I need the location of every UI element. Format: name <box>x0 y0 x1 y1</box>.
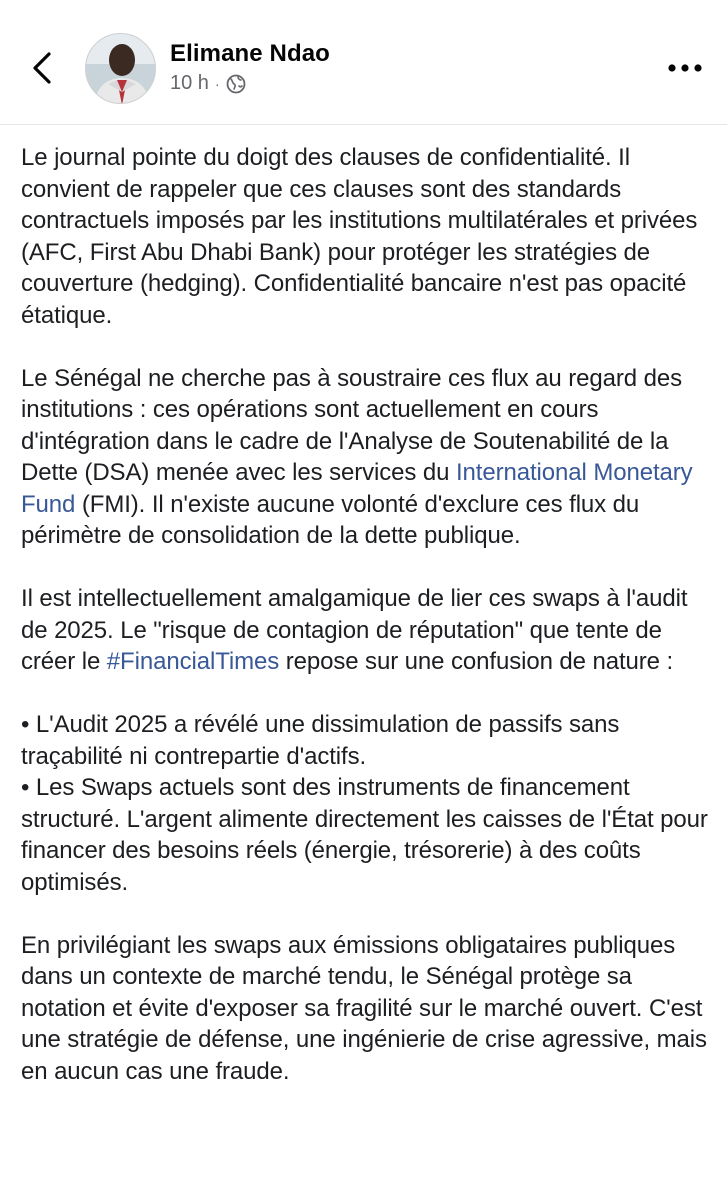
bullet-swaps: • Les Swaps actuels sont des instruments de financement structuré. L'argent alimente directement les caisses de l'État pour financer des besoins réels (énergie, trésorerie) à des coûts optimisés. <box>21 774 708 896</box>
timestamp[interactable]: 10 h <box>170 72 209 94</box>
paragraph-confidentiality: Le journal pointe du doigt des clauses de confidentialité. Il convient de rappeler que ces clauses sont des standards contractuels imposés par les institutions multilatérales et privées (AFC, First Abu Dhabi Bank) pour protéger les stratégies de couverture (hedging). Confidentialité bancaire n'est pas opacité étatique. <box>21 144 698 329</box>
paragraph-audit-text-end: repose sur une confusion de nature : <box>279 648 674 675</box>
imf-page-link[interactable]: International Monetary Fund <box>21 459 693 518</box>
paragraph-imf-text-start: Le Sénégal ne cherche pas à soustraire ces flux au regard des institutions : ces opérations sont actuellement en cours d'intégration dans le cadre de l'Analyse de Soutenabilité de la Dette (DSA) menée avec les services du <box>21 364 682 486</box>
profile-photo <box>86 34 156 104</box>
avatar[interactable] <box>85 33 156 104</box>
post-text <box>21 142 711 1119</box>
post-header <box>0 0 727 125</box>
chevron-left-icon <box>31 51 53 85</box>
more-horizontal-icon <box>668 64 702 72</box>
financialtimes-hashtag-link[interactable]: #FinancialTimes <box>106 648 280 675</box>
post-meta <box>170 72 246 95</box>
bullet-audit: • L'Audit 2025 a révélé une dissimulation de passifs sans traçabilité ni contrepartie d'actifs. <box>21 711 620 770</box>
author-name[interactable]: Elimane Ndao <box>170 40 330 67</box>
back-button[interactable] <box>22 44 62 92</box>
meta-separator: · <box>214 75 220 92</box>
paragraph-audit-text-start: Il est intellectuellement amalgamique de lier ces swaps à l'audit de 2025. Le "risque de contagion de réputation" que tente de créer le <box>21 585 688 675</box>
globe-icon <box>226 74 246 94</box>
paragraph-imf-text-end: (FMI). Il n'existe aucune volonté d'exclure ces flux du périmètre de consolidation de la dette publique. <box>21 490 640 549</box>
more-options-button[interactable] <box>665 56 705 80</box>
paragraph-imf <box>21 363 711 552</box>
paragraph-audit <box>21 583 711 678</box>
bullet-list <box>21 709 711 898</box>
paragraph-conclusion: En privilégiant les swaps aux émissions obligataires publiques dans un contexte de marché tendu, le Sénégal protège sa notation et évite d'exposer sa fragilité sur le marché ouvert. C'est une stratégie de défense, une ingénierie de crise agressive, mais en aucun cas une fraude. <box>21 931 707 1085</box>
